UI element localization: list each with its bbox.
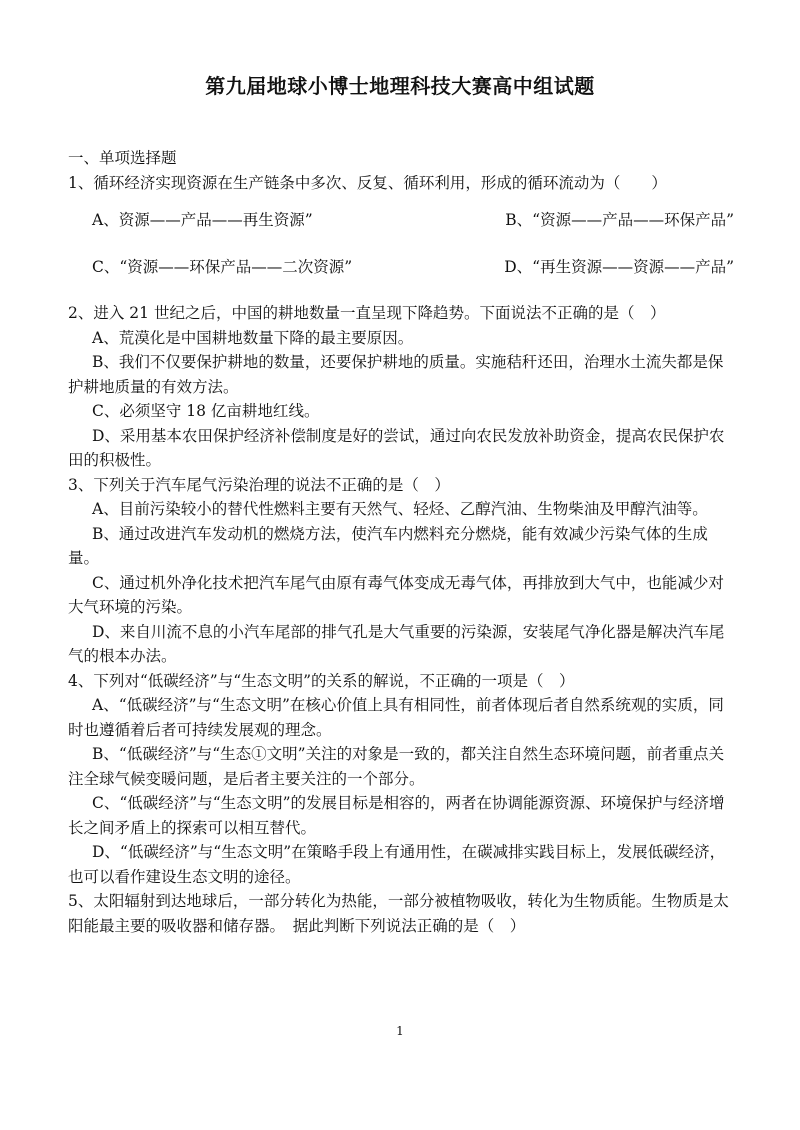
q4-option-a: A、“低碳经济”与“生态文明”在核心价值上具有相同性，前者体现后者自然系统观的实质，同时也遵循着后者可持续发展观的理念。 <box>68 696 724 739</box>
q1-stem: 1、循环经济实现资源在生产链条中多次、反复、循环利用，形成的循环流动为（ ） <box>68 173 667 192</box>
exam-title: 第九届地球小博士地理科技大赛高中组试题 <box>205 74 595 98</box>
q3-option-d: D、来自川流不息的小汽车尾部的排气孔是大气重要的污染源，安装尾气净化器是解决汽车尾气的根本办法。 <box>68 622 725 665</box>
q4-stem: 4、下列对“低碳经济”与“生态文明”的关系的解说，不正确的一项是（ ） <box>68 671 575 690</box>
q3-option-b: B、通过改进汽车发动机的燃烧方法，使汽车内燃料充分燃烧，能有效减少污染气体的生成量。 <box>68 524 708 567</box>
q4-option-b: B、“低碳经济”与“生态①文明”关注的对象是一致的，都关注自然生态环境问题，前者重点关注全球气候变暖问题，是后者主要关注的一个部分。 <box>68 745 725 788</box>
q4-option-c: C、“低碳经济”与“生态文明”的发展目标是相容的，两者在协调能源资源、环境保护与经济增长之间矛盾上的探索可以相互替代。 <box>68 794 725 837</box>
q2-stem: 2、进入 21 世纪之后，中国的耕地数量一直呈现下降趋势。下面说法不正确的是（ ） <box>68 304 666 322</box>
q1-options-row-1 <box>68 208 734 233</box>
exam-content <box>68 146 734 938</box>
q3-option-c: C、通过机外净化技术把汽车尾气由原有毒气体变成无毒气体，再排放到大气中，也能减少对大气环境的污染。 <box>68 573 724 616</box>
q3-option-a: A、目前污染较小的替代性燃料主要有天然气、轻烃、乙醇汽油、生物柴油及甲醇汽油等。 <box>92 500 708 518</box>
q1-options-row-2 <box>68 255 734 280</box>
q1-option-b: B、“资源——产品——环保产品” <box>505 211 734 229</box>
q4-option-d: D、“低碳经济”与“生态文明”在策略手段上有通用性，在碳减排实践目标上，发展低碳经济，也可以看作建设生态文明的途径。 <box>68 843 726 886</box>
q1-option-d: D、“再生资源——资源——产品” <box>504 257 734 276</box>
q2-option-a: A、荒漠化是中国耕地数量下降的最主要原因。 <box>92 328 414 347</box>
page-number: 1 <box>396 1024 404 1038</box>
q2-option-d: D、采用基本农田保护经济补偿制度是好的尝试，通过向农民发放补助资金，提高农民保护农田的积极性。 <box>68 426 725 469</box>
q2-option-b: B、我们不仅要保护耕地的数量，还要保护耕地的质量。实施秸秆还田，治理水土流失都是保护耕地质量的有效方法。 <box>68 353 724 396</box>
section-heading: 一、单项选择题 <box>68 149 177 167</box>
q1-option-c: C、“资源——环保产品——二次资源” <box>92 257 353 276</box>
q2-option-c: C、必须坚守 18 亿亩耕地红线。 <box>92 402 320 420</box>
q5-stem: 5、太阳辐射到达地球后，一部分转化为热能，一部分被植物吸收，转化为生物质能。生物质是太阳能最主要的吸收器和储存器。 据此判断下列说法正确的是（ ） <box>68 892 729 935</box>
q1-option-a: A、资源——产品——再生资源” <box>92 211 313 229</box>
q3-stem: 3、下列关于汽车尾气污染治理的说法不正确的是（ ） <box>68 475 450 494</box>
